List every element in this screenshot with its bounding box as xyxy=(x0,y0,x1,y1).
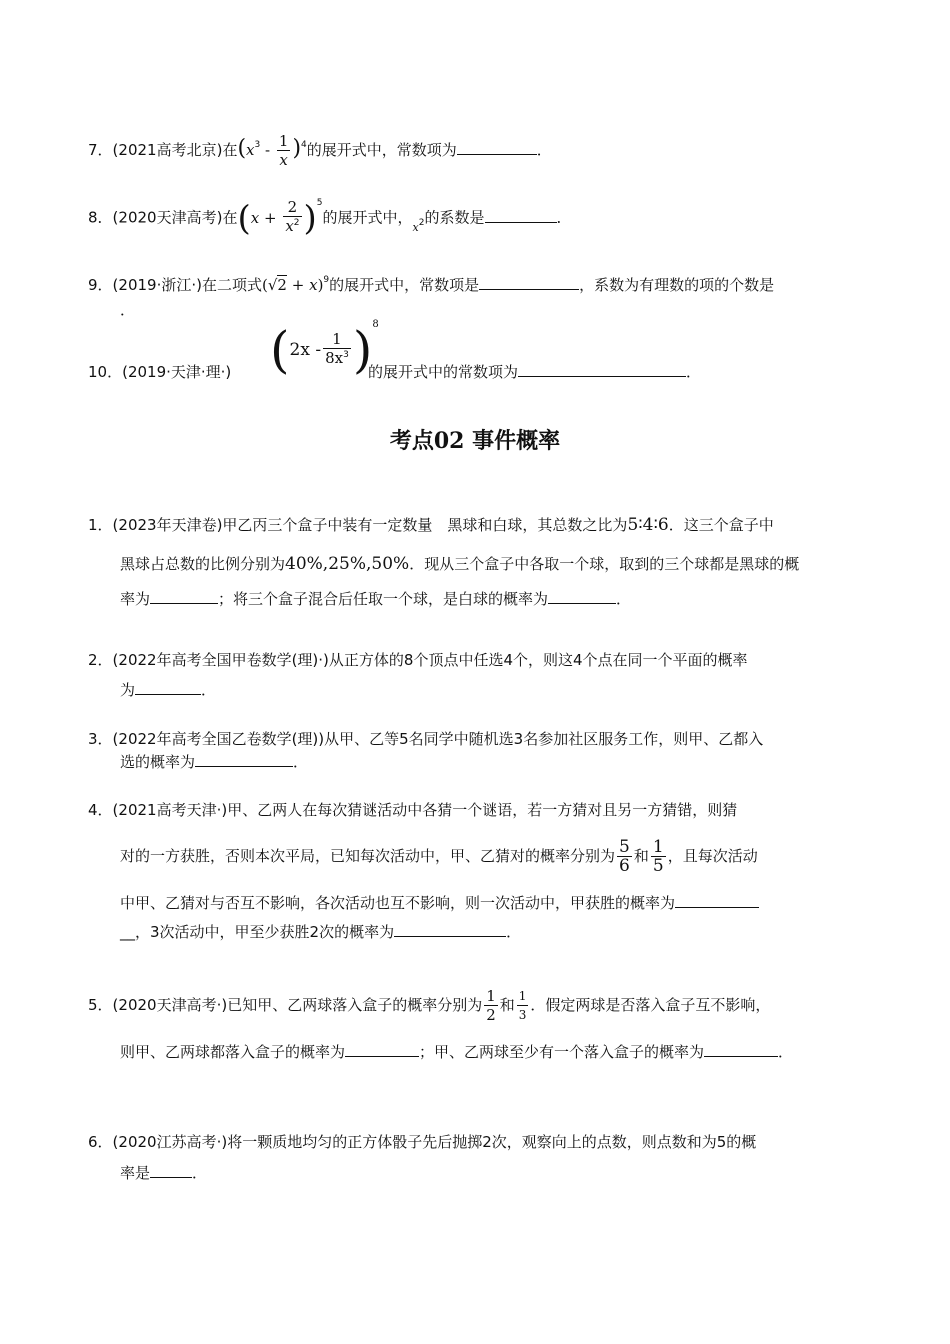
answer-blank[interactable] xyxy=(150,1163,192,1178)
math-expression: $(√2 + x)^9$ xyxy=(261,275,330,294)
problem-2-line-2: 为 ． xyxy=(120,681,217,699)
question-number: 7． xyxy=(88,141,113,159)
section-title: 考点02 事件概率 xyxy=(389,428,561,454)
question-7: 7．(2021高考北京)在($x^3$ - $\frac{1}{x}$ )$^4$的展开式中，常数项为 ． xyxy=(88,132,552,169)
math-expression: ($x^3$ - $\frac{1}{x}$ )$^4$ xyxy=(237,132,307,169)
question-8: 8．(2020天津高考)在(x + $\frac{2}{x^2}$ )$^5$的展开式中，$_{x^2}$的系数是 ． xyxy=(88,197,572,238)
question-10-tail: 的展开式中的常数项为 ． xyxy=(368,363,702,381)
answer-blank[interactable] xyxy=(485,208,557,223)
answer-blank[interactable] xyxy=(704,1042,778,1057)
problem-6-line-2: 率是 ． xyxy=(120,1164,208,1182)
math-expression: (x + $\frac{2}{x^2}$ )$^5$ xyxy=(237,197,323,238)
question-number: 1． xyxy=(88,516,113,534)
problem-6: 6．(2020江苏高考·)将一颗质地均匀的正方体骰子先后抛掷2次，观察向上的点数，则点数和为5的概 xyxy=(88,1133,757,1151)
problem-4: 4．(2021高考天津·)甲、乙两人在每次猜谜活动中各猜一个谜语，若一方猜对且另一方猜错，则猜 xyxy=(88,801,738,819)
problem-3-line-2: 选的概率为 ． xyxy=(120,753,309,771)
question-number: 9． xyxy=(88,276,113,294)
problem-5-line-2: 则甲、乙两球都落入盒子的概率为 ；甲、乙两球至少有一个落入盒子的概率为 ． xyxy=(120,1043,794,1061)
question-number: 3． xyxy=(88,730,113,748)
problem-2: 2．(2022年高考全国甲卷数学(理)·)从正方体的8个顶点中任选4个，则这4个点在同一个平面的概率 xyxy=(88,651,748,669)
question-9: 9．(2019·浙江·)在二项式$(√2 + x)^9$的展开式中，常数项是 ，系数为有理数的项的个数是 xyxy=(88,275,775,294)
fraction-1-5: $\frac{1}{5}$ xyxy=(652,836,664,876)
answer-blank[interactable] xyxy=(675,893,759,908)
problem-5: 5． (2020天津高考·)已知甲、乙两球落入盒子的概率分别为 $\frac{1}{2}$ 和 $\frac{1}{3}$ ．假定两球是否落入盒子互不影响， xyxy=(88,986,771,1024)
answer-blank[interactable] xyxy=(518,362,686,377)
fraction-1-2: $\frac{1}{2}$ xyxy=(486,986,496,1024)
answer-blank[interactable] xyxy=(150,589,218,604)
problem-1-line-3: 率为 ；将三个盒子混合后任取一个球，是白球的概率为 ． xyxy=(120,590,632,608)
question-9-line-2: ． xyxy=(120,301,136,319)
question-number: 4． xyxy=(88,801,113,819)
question-number: 10． xyxy=(88,363,123,381)
question-10: 10．(2019·天津·理·) xyxy=(88,363,232,381)
question-number: 8． xyxy=(88,208,113,227)
problem-4-line-3: 中甲、乙猜对与否互不影响，各次活动也互不影响，则一次活动中，甲获胜的概率为 xyxy=(120,893,759,913)
math-x-squared: x2 xyxy=(412,217,425,234)
problem-3: 3．(2022年高考全国乙卷数学(理))从甲、乙等5名同学中随机选3名参加社区服务工作，则甲、乙都入 xyxy=(88,730,764,748)
answer-blank[interactable] xyxy=(195,752,293,767)
problem-4-line-4: __，3次活动中，甲至少获胜2次的概率为 ． xyxy=(120,923,522,941)
question-number: 5． xyxy=(88,996,113,1014)
math-expression-q10: ( 2x - $\frac{1}{8x^3}$ ) 8 xyxy=(270,318,379,379)
question-number: 2． xyxy=(88,651,113,669)
problem-4-line-2: 对的一方获胜，否则本次平局，已知每次活动中，甲、乙猜对的概率分别为 $\frac{5}{6}$ 和 $\frac{1}{5}$ ，且每次活动 xyxy=(120,836,758,876)
answer-blank[interactable] xyxy=(457,140,537,155)
fraction-1-3: $\frac{1}{3}$ xyxy=(518,988,527,1022)
answer-blank[interactable] xyxy=(394,922,506,937)
question-number: 6． xyxy=(88,1133,113,1151)
problem-1: 1．(2023年天津卷)甲乙丙三个盒子中装有一定数量 黑球和白球，其总数之比为5∶4∶6．这三个盒子中 xyxy=(88,515,774,535)
fraction-5-6: $\frac{5}{6}$ xyxy=(619,836,630,876)
answer-blank[interactable] xyxy=(345,1042,419,1057)
problem-1-line-2: 黑球占总数的比例分别为40%,25%,50%．现从三个盒子中各取一个球，取到的三个球都是黑球的概 xyxy=(120,554,800,574)
answer-blank[interactable] xyxy=(135,680,201,695)
answer-blank[interactable] xyxy=(479,275,579,290)
answer-blank[interactable] xyxy=(548,589,616,604)
